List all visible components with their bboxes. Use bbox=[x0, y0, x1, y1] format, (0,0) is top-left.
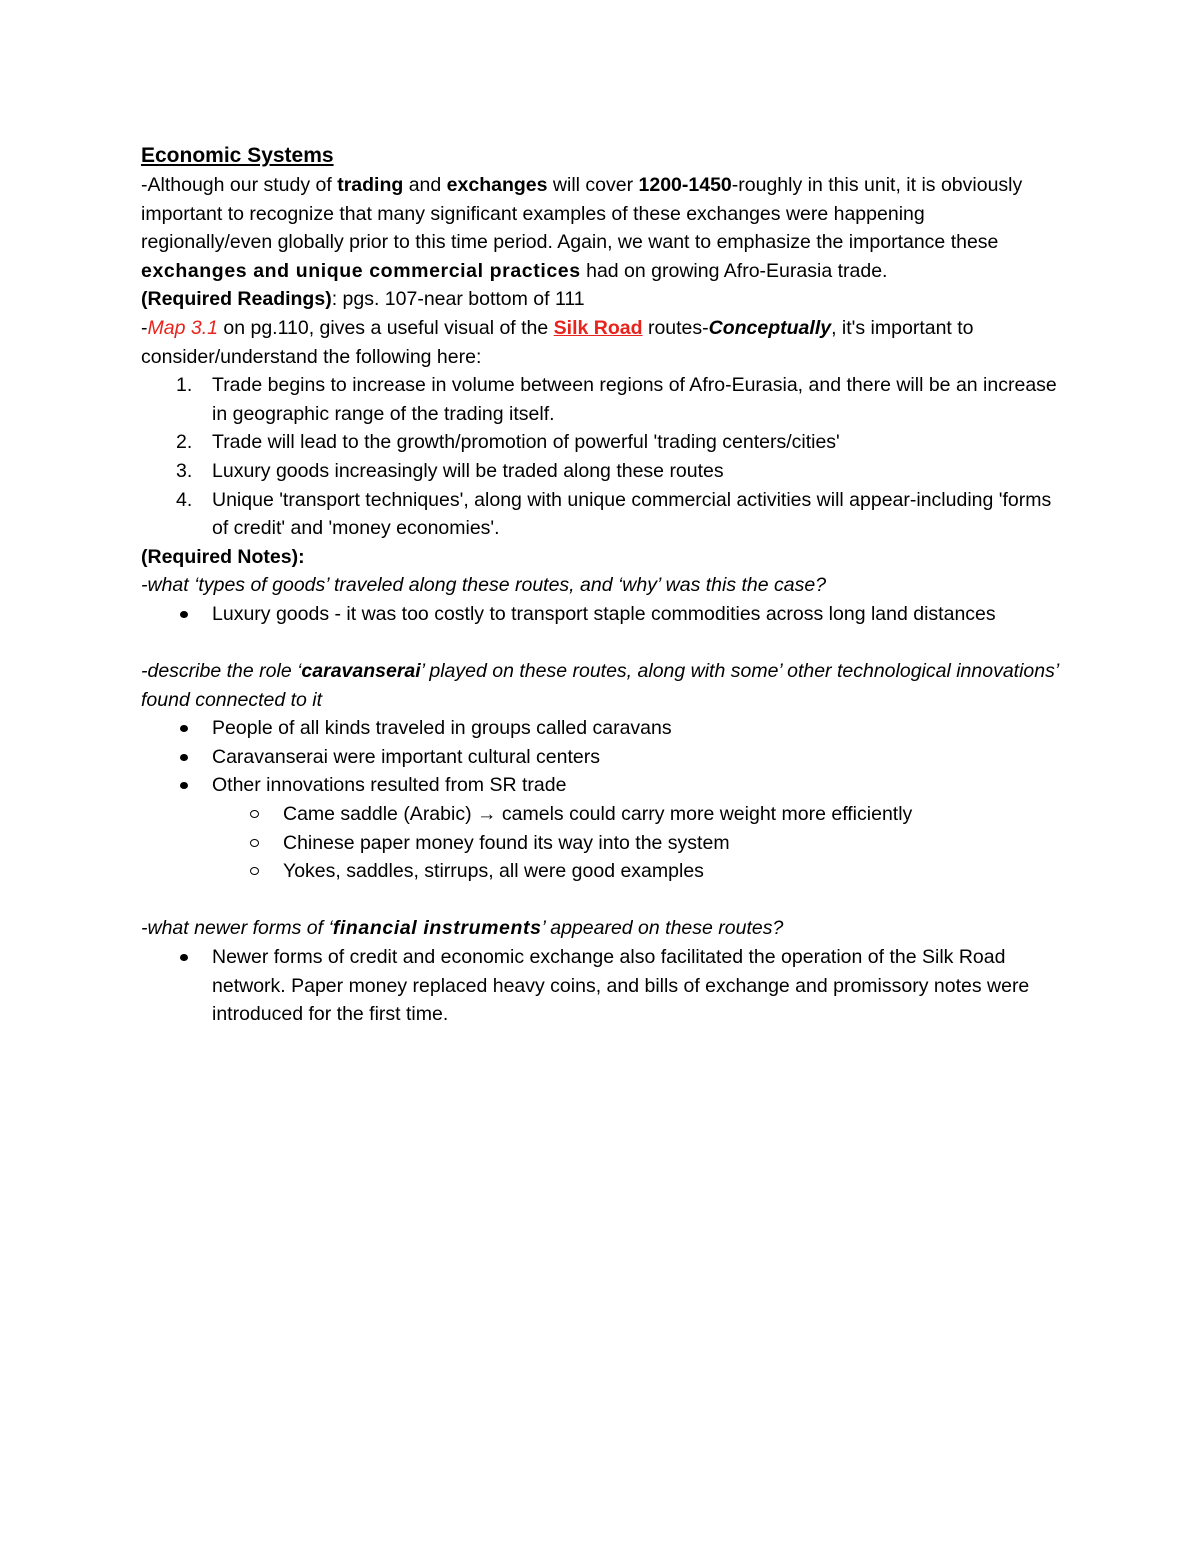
list-item bbox=[141, 457, 1061, 486]
conceptually-emphasis: Conceptually bbox=[708, 316, 832, 339]
page-title: Economic Systems bbox=[141, 144, 334, 167]
list-item-text: Trade begins to increase in volume between regions of Afro-Eurasia, and there will be an increase in geographic range of the trading itself. bbox=[212, 374, 1057, 425]
bullet-text: Luxury goods - it was too costly to transport staple commodities across long land distances bbox=[212, 602, 996, 625]
spacer bbox=[141, 629, 1061, 658]
list-number: 1. bbox=[176, 374, 193, 397]
intro-paragraph bbox=[141, 171, 1061, 285]
list-item bbox=[141, 943, 1061, 1029]
document-page bbox=[141, 141, 1061, 1029]
list-number: 3. bbox=[176, 459, 193, 482]
required-readings-pages: : pgs. 107-near bottom of 111 bbox=[331, 288, 585, 311]
sub-bullet-text: Yokes, saddles, stirrups, all were good examples bbox=[283, 860, 704, 883]
map-paragraph bbox=[141, 314, 1061, 371]
question-financial bbox=[141, 914, 1061, 943]
list-item-text: Unique 'transport techniques', along with unique commercial activities will appear-including 'forms of credit' and 'money economies'. bbox=[212, 488, 1052, 540]
hollow-bullet-icon bbox=[250, 810, 259, 818]
question-caravanserai bbox=[141, 657, 1061, 714]
map-reference: Map 3.1 bbox=[147, 316, 218, 339]
list-item bbox=[141, 714, 1061, 743]
required-readings-label: (Required Readings) bbox=[141, 288, 332, 311]
question-bold-financial: financial instruments bbox=[332, 917, 542, 940]
list-item-text: Luxury goods increasingly will be traded along these routes bbox=[212, 459, 724, 482]
required-readings bbox=[141, 285, 1061, 314]
sub-bullet-text: Came saddle (Arabic) → camels could carry more weight more efficiently bbox=[283, 803, 913, 826]
list-item-text: Trade will lead to the growth/promotion of powerful 'trading centers/cities' bbox=[212, 431, 840, 454]
required-notes-label: (Required Notes): bbox=[141, 545, 305, 568]
spacer bbox=[141, 886, 1061, 915]
hollow-bullet-icon bbox=[250, 867, 259, 875]
intro-text-3: will cover bbox=[547, 174, 639, 196]
intro-bold-exchanges: exchanges bbox=[446, 174, 548, 196]
intro-text-4: -roughly in this unit, it is obviously important to recognize that many significant examples of these exchanges were happening regionally/even globally prior to this time period. Again, we want to emphasize the importance these bbox=[141, 174, 1023, 254]
list-number: 2. bbox=[176, 431, 193, 454]
question-text-1: -describe the role ‘ bbox=[141, 660, 302, 683]
question-goods: -what ‘types of goods’ traveled along these routes, and ‘why’ was this the case? bbox=[141, 574, 827, 597]
numbered-list bbox=[141, 371, 1061, 543]
question-bold-caravanserai: caravanserai bbox=[301, 660, 421, 683]
bullet-icon bbox=[180, 725, 188, 732]
intro-bold-trading: trading bbox=[337, 174, 404, 196]
silk-road-link: Silk Road bbox=[553, 316, 643, 339]
intro-text-1: -Although our study of bbox=[141, 174, 338, 196]
hollow-bullet-icon bbox=[250, 839, 259, 847]
list-item bbox=[141, 600, 1061, 629]
question-text-2: ’ appeared on these routes? bbox=[541, 917, 784, 940]
list-item bbox=[141, 771, 1061, 885]
sub-list-item bbox=[141, 829, 1061, 858]
bullet-icon bbox=[180, 754, 188, 761]
financial-bullets bbox=[141, 943, 1061, 1029]
sub-bullet-text: Chinese paper money found its way into the system bbox=[283, 831, 730, 854]
intro-text-5: had on growing Afro-Eurasia trade. bbox=[580, 259, 888, 282]
map-dash: - bbox=[141, 316, 148, 339]
sub-list-item bbox=[141, 800, 1061, 829]
innovations-sublist bbox=[212, 800, 1061, 886]
intro-text-2: and bbox=[403, 174, 447, 196]
goods-bullets bbox=[141, 600, 1061, 629]
map-text-2: routes- bbox=[642, 316, 709, 339]
bullet-text: Other innovations resulted from SR trade bbox=[212, 774, 567, 797]
intro-bold-years: 1200-1450 bbox=[638, 174, 732, 196]
list-item bbox=[141, 371, 1061, 428]
bullet-text: Caravanserai were important cultural centers bbox=[212, 745, 601, 768]
list-item bbox=[141, 428, 1061, 457]
list-number: 4. bbox=[176, 488, 193, 511]
list-item bbox=[141, 743, 1061, 772]
bullet-text: Newer forms of credit and economic exchange also facilitated the operation of the Silk Road network. Paper money replaced heavy coins, and bills of exchange and promissory notes were introduced for the first time. bbox=[212, 946, 1030, 1026]
question-text-1: -what newer forms of ‘ bbox=[141, 917, 333, 940]
bullet-text: People of all kinds traveled in groups called caravans bbox=[212, 717, 672, 740]
map-text-1: on pg.110, gives a useful visual of the bbox=[217, 316, 554, 339]
bullet-icon bbox=[180, 611, 188, 618]
map-text-3: , it's important to consider/understand the following here: bbox=[141, 316, 974, 368]
bullet-icon bbox=[180, 782, 188, 789]
sub-list-item bbox=[141, 857, 1061, 886]
list-item bbox=[141, 486, 1061, 543]
question-text-2: ’ played on these routes, along with some’ other technological innovations’ found connected to it bbox=[141, 660, 1059, 711]
caravanserai-bullets bbox=[141, 714, 1061, 886]
bullet-icon bbox=[180, 954, 188, 961]
intro-bold-practices: exchanges and unique commercial practices bbox=[141, 259, 581, 282]
